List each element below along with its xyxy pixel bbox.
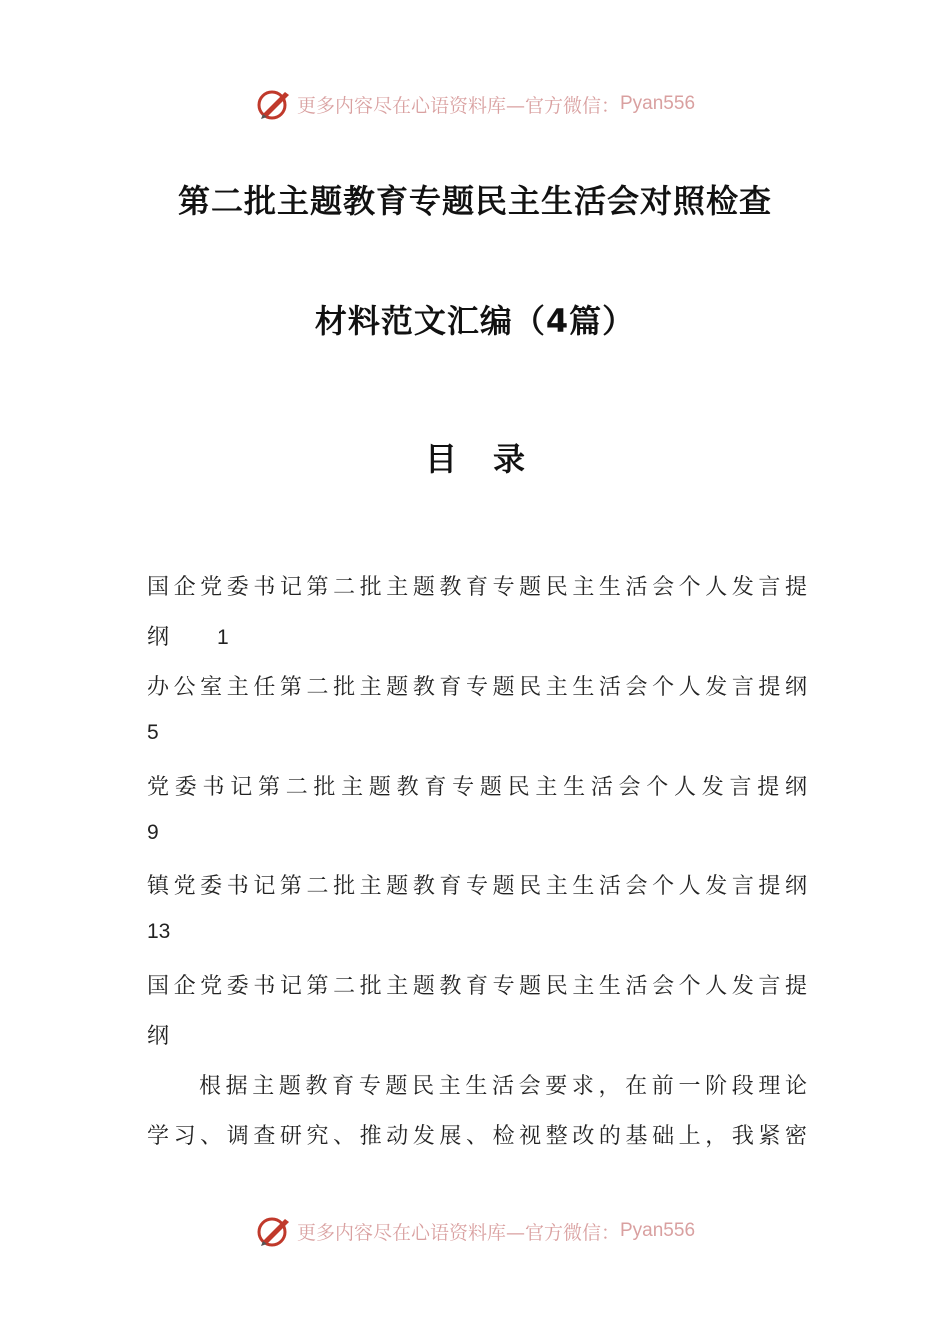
article-body-line2: 学习、调查研究、推动发展、检视整改的基础上，我紧密	[147, 1124, 807, 1149]
watermark-wechat-id: Pyan556	[620, 1220, 696, 1241]
pen-logo-icon	[255, 1213, 293, 1249]
document-title-line2: 材料范文汇编（4篇）	[314, 302, 636, 340]
toc-entry-2-page: 5	[147, 721, 159, 744]
watermark-text: 更多内容尽在心语资料库—官方微信：	[296, 94, 620, 117]
toc-entry-1-title-cont: 纲	[147, 625, 170, 650]
watermark-text: 更多内容尽在心语资料库—官方微信：	[296, 1221, 620, 1244]
article-body-line1: 根据主题教育专题民主生活会要求，在前一阶段理论	[199, 1074, 807, 1099]
watermark-footer	[0, 1211, 950, 1251]
toc-entry-4-page: 13	[147, 920, 171, 943]
toc-entry-1-title[interactable]: 国企党委书记第二批主题教育专题民主生活会个人发言提	[147, 575, 807, 600]
toc-entry-1-page: 1	[217, 626, 229, 649]
article-heading-line2: 纲	[147, 1024, 170, 1049]
toc-entry-1-cont[interactable]	[147, 620, 807, 651]
toc-entry-3-page: 9	[147, 821, 159, 844]
toc-entry-3-title[interactable]: 党委书记第二批主题教育专题民主生活会个人发言提纲	[147, 775, 807, 800]
toc-heading: 目录	[424, 440, 561, 478]
toc-entry-4-title[interactable]: 镇党委书记第二批主题教育专题民主生活会个人发言提纲	[147, 874, 807, 899]
document-title-line1: 第二批主题教育专题民主生活会对照检查	[177, 182, 772, 220]
watermark-header	[0, 84, 950, 124]
pen-logo-icon	[255, 86, 293, 122]
watermark-wechat-id: Pyan556	[620, 93, 696, 114]
toc-entry-2-title[interactable]: 办公室主任第二批主题教育专题民主生活会个人发言提纲	[147, 675, 807, 700]
article-heading-line1: 国企党委书记第二批主题教育专题民主生活会个人发言提	[147, 974, 807, 999]
